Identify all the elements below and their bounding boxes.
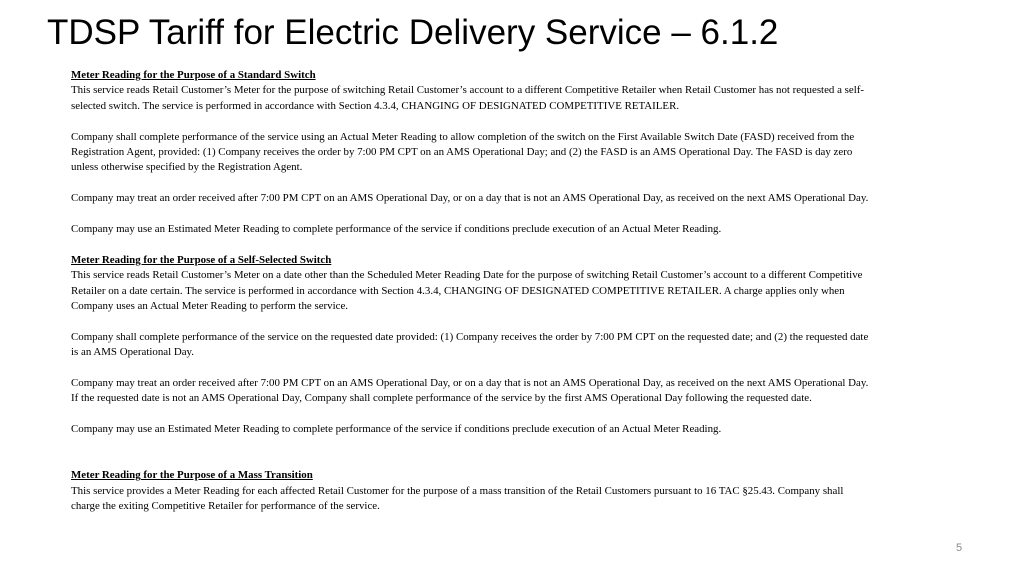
section-mass-transition [71, 468, 871, 514]
paragraph: Company shall complete performance of the service on the requested date provided: (1) Company receives the order by 7:00 PM CPT on the requested date; and (2) the requested date is an AMS Operational Day. [71, 330, 869, 359]
section-heading: Meter Reading for the Purpose of a Self-Selected Switch [71, 253, 332, 266]
paragraph: Company may use an Estimated Meter Reading to complete performance of the service if conditions preclude execution of an Actual Meter Reading. [71, 223, 722, 236]
section-standard-switch [71, 68, 871, 237]
paragraph: This service reads Retail Customer’s Meter for the purpose of switching Retail Customer’s account to a different Competitive Retailer when Retail Customer has not requested a self-selected switch. The service is performed in accordance with Section 4.3.4, CHANGING OF DESIGNATED COMPETITIVE RETAILER. [71, 84, 864, 112]
slide-title: TDSP Tariff for Electric Delivery Service – 6.1.2 [47, 13, 779, 52]
tariff-body [71, 68, 871, 530]
paragraph: Company may treat an order received after 7:00 PM CPT on an AMS Operational Day, or on a day that is not an AMS Operational Day, as received on the next AMS Operational Day. If the requested date is not an AMS Operational Day, Company shall complete performance of the service by the first AMS Operational Day following the requested date. [71, 377, 869, 405]
section-self-selected-switch [71, 253, 871, 438]
paragraph: Company shall complete performance of the service using an Actual Meter Reading to allow completion of the switch on the First Available Switch Date (FASD) received from the Registration Agent, provided: (1) Company receives the order by 7:00 PM CPT on an AMS Operational Day; and (2) the FASD is an AMS Operational Day. The FASD is day zero unless otherwise specified by the Registration Agent. [71, 130, 855, 174]
paragraph: This service provides a Meter Reading for each affected Retail Customer for the purpose of a mass transition of the Retail Customers pursuant to 16 TAC §25.43. Company shall charge the exiting Competitive Retailer for performance of the service. [71, 484, 844, 513]
paragraph: This service reads Retail Customer’s Meter on a date other than the Scheduled Meter Reading Date for the purpose of switching Retail Customer’s account to a different Competitive Retailer on a date certain. The service is performed in accordance with Section 4.3.4, CHANGING OF DESIGNATED COMPETITIVE RETAILER. A charge applies only when Company uses an Actual Meter Reading to perform the service. [71, 269, 863, 313]
spacer [71, 453, 871, 468]
section-heading: Meter Reading for the Purpose of a Mass Transition [71, 469, 313, 482]
page-number: 5 [956, 542, 963, 554]
paragraph: Company may use an Estimated Meter Reading to complete performance of the service if conditions preclude execution of an Actual Meter Reading. [71, 423, 722, 436]
section-heading: Meter Reading for the Purpose of a Standard Switch [71, 69, 316, 81]
paragraph: Company may treat an order received after 7:00 PM CPT on an AMS Operational Day, or on a day that is not an AMS Operational Day, as received on the next AMS Operational Day. [71, 192, 869, 205]
